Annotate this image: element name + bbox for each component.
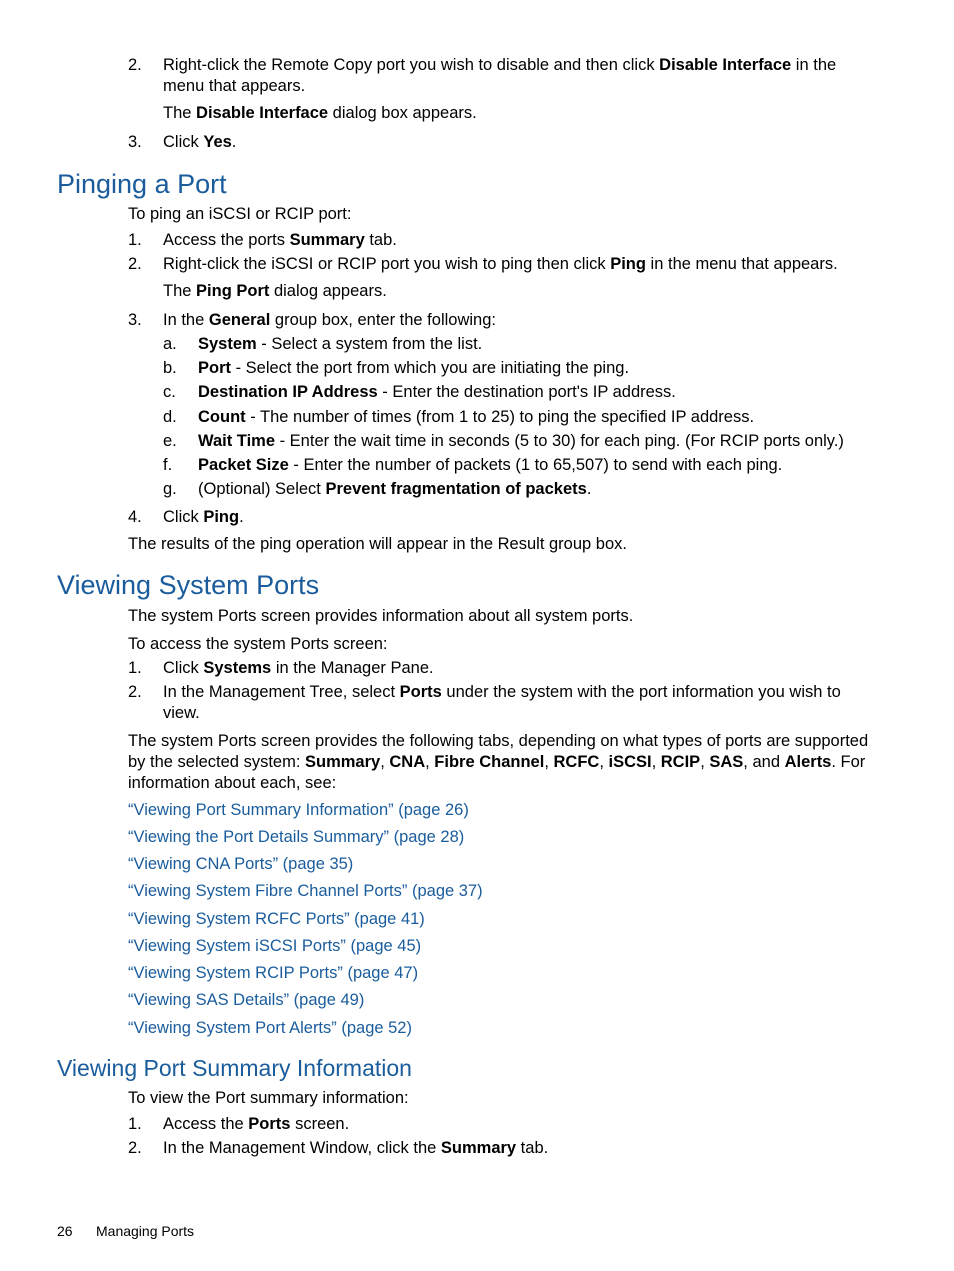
substep-text: System - Select a system from the list. xyxy=(198,335,483,353)
section-intro: To ping an iSCSI or RCIP port: xyxy=(128,205,352,223)
step-text: Access the ports Summary tab. xyxy=(163,231,397,249)
substep-letter: d. xyxy=(163,408,177,426)
step-number: 1. xyxy=(128,1115,142,1133)
substep-text: Port - Select the port from which you are initiating the ping. xyxy=(198,359,630,377)
substep-letter: c. xyxy=(163,383,176,401)
section-intro: The system Ports screen provides information about all system ports. xyxy=(128,607,634,625)
step-number: 1. xyxy=(128,659,142,677)
substep-letter: b. xyxy=(163,359,177,377)
link-port-alerts[interactable]: “Viewing System Port Alerts” (page 52) xyxy=(128,1019,412,1037)
link-rcfc-ports[interactable]: “Viewing System RCFC Ports” (page 41) xyxy=(128,910,425,928)
substep-letter: e. xyxy=(163,432,177,450)
substep-letter: a. xyxy=(163,335,177,353)
link-rcip-ports[interactable]: “Viewing System RCIP Ports” (page 47) xyxy=(128,964,419,982)
step-number: 3. xyxy=(128,133,142,151)
step-number: 1. xyxy=(128,231,142,249)
step-number: 3. xyxy=(128,311,142,329)
substep-letter: f. xyxy=(163,456,173,474)
section-heading-pinging: Pinging a Port xyxy=(57,169,227,199)
step-number: 2. xyxy=(128,56,142,74)
link-port-details-summary[interactable]: “Viewing the Port Details Summary” (page 28) xyxy=(128,828,465,846)
step-number: 2. xyxy=(128,1139,142,1157)
step-text: Click Systems in the Manager Pane. xyxy=(163,659,434,677)
step-number: 2. xyxy=(128,255,142,273)
substep-text: Wait Time - Enter the wait time in seconds (5 to 30) for each ping. (For RCIP ports only.) xyxy=(198,432,844,450)
step-text: In the Management Tree, select Ports under the system with the port information you wish to view. xyxy=(163,683,841,722)
step-number: 4. xyxy=(128,508,142,526)
step-number: 2. xyxy=(128,683,142,701)
step-text: Right-click the iSCSI or RCIP port you wish to ping then click Ping in the menu that appears. xyxy=(163,255,838,273)
step-text: Click Ping. xyxy=(163,508,244,526)
step-note: The Ping Port dialog appears. xyxy=(163,282,387,300)
link-port-summary[interactable]: “Viewing Port Summary Information” (page 26) xyxy=(128,801,469,819)
link-cna-ports[interactable]: “Viewing CNA Ports” (page 35) xyxy=(128,855,354,873)
link-iscsi-ports[interactable]: “Viewing System iSCSI Ports” (page 45) xyxy=(128,937,422,955)
substep-letter: g. xyxy=(163,480,177,498)
substep-text: Count - The number of times (from 1 to 25) to ping the specified IP address. xyxy=(198,408,755,426)
page-number: 26 xyxy=(57,1223,73,1239)
substep-text: Destination IP Address - Enter the destination port's IP address. xyxy=(198,383,676,401)
substep-text: Packet Size - Enter the number of packets (1 to 65,507) to send with each ping. xyxy=(198,456,783,474)
subsection-heading-summary: Viewing Port Summary Information xyxy=(57,1055,412,1081)
step-text: In the Management Window, click the Summary tab. xyxy=(163,1139,549,1157)
result-text: The results of the ping operation will appear in the Result group box. xyxy=(128,535,627,553)
step-note: The Disable Interface dialog box appears. xyxy=(163,104,477,122)
section-heading-viewing-ports: Viewing System Ports xyxy=(57,570,320,600)
step-text: Right-click the Remote Copy port you wish to disable and then click Disable Interface in the menu that appears. xyxy=(163,56,837,95)
step-text: In the General group box, enter the following: xyxy=(163,311,496,329)
link-fibre-channel-ports[interactable]: “Viewing System Fibre Channel Ports” (page 37) xyxy=(128,882,483,900)
step-text: Access the Ports screen. xyxy=(163,1115,350,1133)
footer-section-title: Managing Ports xyxy=(96,1223,195,1239)
link-sas-details[interactable]: “Viewing SAS Details” (page 49) xyxy=(128,991,365,1009)
tabs-paragraph: The system Ports screen provides the following tabs, depending on what types of ports are supported by the selected system: Summary, CNA, Fibre Channel, RCFC, iSCSI, RCIP, SAS, and Alerts. For information about each, see: xyxy=(128,732,869,792)
step-text: Click Yes. xyxy=(163,133,237,151)
section-intro: To view the Port summary information: xyxy=(128,1089,409,1107)
access-text: To access the system Ports screen: xyxy=(128,635,388,653)
substep-text: (Optional) Select Prevent fragmentation of packets. xyxy=(198,480,592,498)
